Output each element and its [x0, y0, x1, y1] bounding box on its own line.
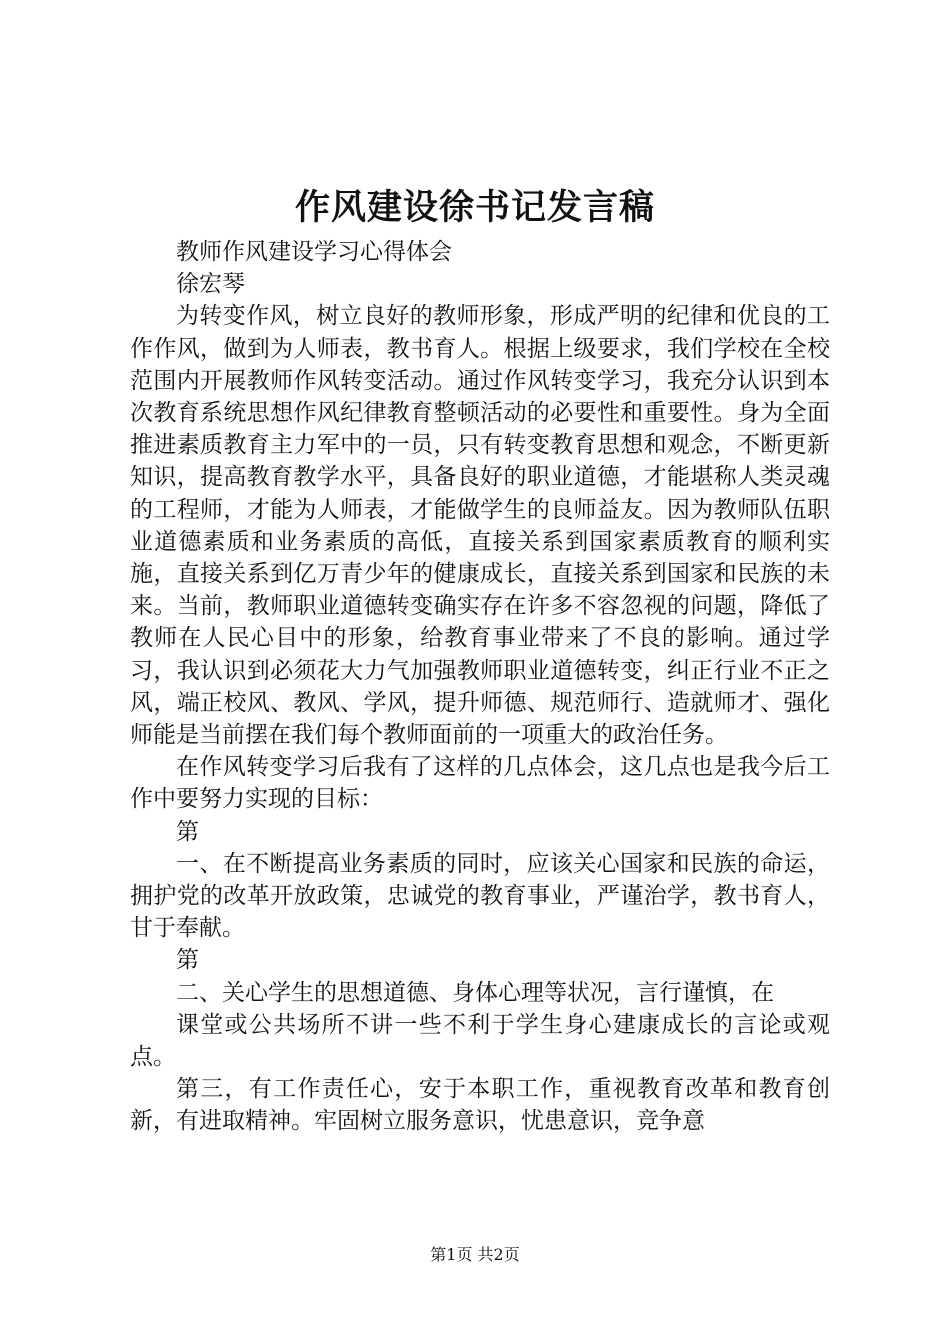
page-footer: 第1页 共2页 — [430, 1245, 520, 1264]
paragraph-point-1-prefix: 第 — [176, 818, 199, 845]
paragraph-subtitle: 教师作风建设学习心得体会 — [176, 239, 452, 265]
paragraph-point-1: 一、在不断提高业务素质的同时，应该关心国家和民族的命运，拥护党的改革开放政策，忠诚党的教育事业，严谨治学，教书育人，甘于奉献。 — [130, 850, 830, 942]
paragraph-author: 徐宏琴 — [176, 271, 245, 298]
document-body — [130, 236, 830, 1138]
paragraph-insights: 在作风转变学习后我有了这样的几点体会，这几点也是我今后工作中要努力实现的目标： — [130, 754, 830, 813]
paragraph-point-2-prefix: 第 — [176, 947, 199, 974]
paragraph-intro: 为转变作风，树立良好的教师形象，形成严明的纪律和优良的工作作风，做到为人师表，教书育人。根据上级要求，我们学校在全校范围内开展教师作风转变活动。通过作风转变学习，我充分认识到本次教育系统思想作风纪律教育整顿活动的必要性和重要性。身为全面推进素质教育主力军中的一员，只有转变教育思想和观念，不断更新知识，提高教育教学水平，具备良好的职业道德，才能堪称人类灵魂的工程师，才能为人师表，才能做学生的良师益友。因为教师队伍职业道德素质和业务素质的高低，直接关系到国家素质教育的顺利实施，直接关系到亿万青少年的健康成长，直接关系到国家和民族的未来。当前，教师职业道德转变确实存在许多不容忽视的问题，降低了教师在人民心目中的形象，给教育事业带来了不良的影响。通过学习，我认识到必须花大力气加强教师职业道德转变，纠正行业不正之风，端正校风、教风、学风，提升师德、规范师行、造就师才、强化师能是当前摆在我们每个教师面前的一项重大的政治任务。 — [130, 303, 830, 749]
paragraph-point-2: 二、关心学生的思想道德、身体心理等状况，言行谨慎，在 — [176, 979, 774, 1006]
paragraph-point-3: 第三，有工作责任心，安于本职工作，重视教育改革和教育创新，有进取精神。牢固树立服务意识，忧患意识，竞争意 — [130, 1076, 830, 1135]
paragraph-point-2-cont: 课堂或公共场所不讲一些不利于学生身心建康成长的言论或观点。 — [130, 1011, 830, 1071]
page-title: 作风建设徐书记发言稿 — [294, 187, 655, 228]
